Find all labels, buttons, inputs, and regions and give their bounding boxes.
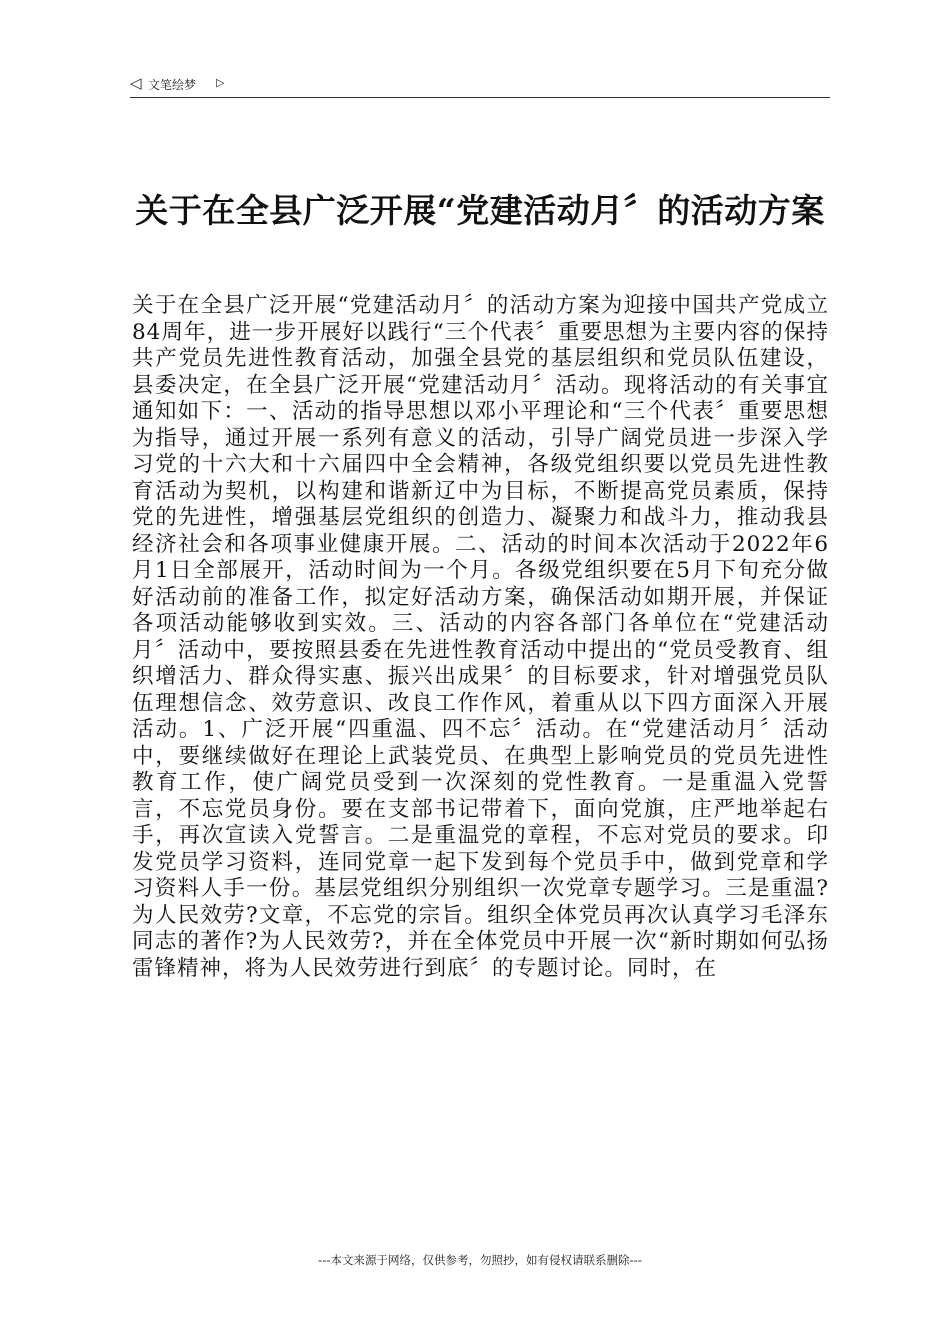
right-triangle-icon: ▷ xyxy=(216,76,225,89)
document-title: 关于在全县广泛开展“党建活动月〞的活动方案 xyxy=(135,191,825,231)
header-divider xyxy=(130,97,830,98)
footer-disclaimer: ---本文来源于网络，仅供参考，勿照抄，如有侵权请联系删除--- xyxy=(318,1253,642,1267)
page-header xyxy=(130,74,830,98)
left-triangle-icon: ◁ xyxy=(130,74,142,92)
document-body: 关于在全县广泛开展“党建活动月〞的活动方案为迎接中国共产党成立84周年，进一步开展好以践行“三个代表〞重要思想为主要内容的保持共产党员先进性教育活动，加强全县党的基层组织和党员队伍建设，县委决定，在全县广泛开展“党建活动月〞活动。现将活动的有关事宜通知如下：一、活动的指导思想以邓小平理论和“三个代表〞重要思想为指导，通过开展一系列有意义的活动，引导广阔党员进一步深入学习党的十六大和十六届四中全会精神，各级党组织要以党员先进性教育活动为契机，以构建和谐新辽中为目标，不断提高党员素质，保持党的先进性，增强基层党组织的创造力、凝聚力和战斗力，推动我县经济社会和各项事业健康开展。二、活动的时间本次活动于2022年6月1日全部展开，活动时间为一个月。各级党组织要在5月下旬充分做好活动前的准备工作，拟定好活动方案，确保活动如期开展，并保证各项活动能够收到实效。三、活动的内容各部门各单位在“党建活动月〞活动中，要按照县委在先进性教育活动中提出的“党员受教育、组织增活力、群众得实惠、振兴出成果〞的目标要求，针对增强党员队伍理想信念、效劳意识、改良工作作风，着重从以下四方面深入开展活动。1、广泛开展“四重温、四不忘〞活动。在“党建活动月〞活动中，要继续做好在理论上武装党员、在典型上影响党员的党员先进性教育工作，使广阔党员受到一次深刻的党性教育。一是重温入党誓言，不忘党员身份。要在支部书记带着下，面向党旗，庄严地举起右手，再次宣读入党誓言。二是重温党的章程，不忘对党员的要求。印发党员学习资料，连同党章一起下发到每个党员手中，做到党章和学习资料人手一份。基层党组织分别组织一次党章专题学习。三是重温?为人民效劳?文章，不忘党的宗旨。组织全体党员再次认真学习毛泽东同志的著作?为人民效劳?，并在全体党员中开展一次“新时期如何弘扬雷锋精神，将为人民效劳进行到底〞的专题讨论。同时，在 xyxy=(132,293,829,981)
brand-label: 文笔绘梦 xyxy=(148,78,197,92)
